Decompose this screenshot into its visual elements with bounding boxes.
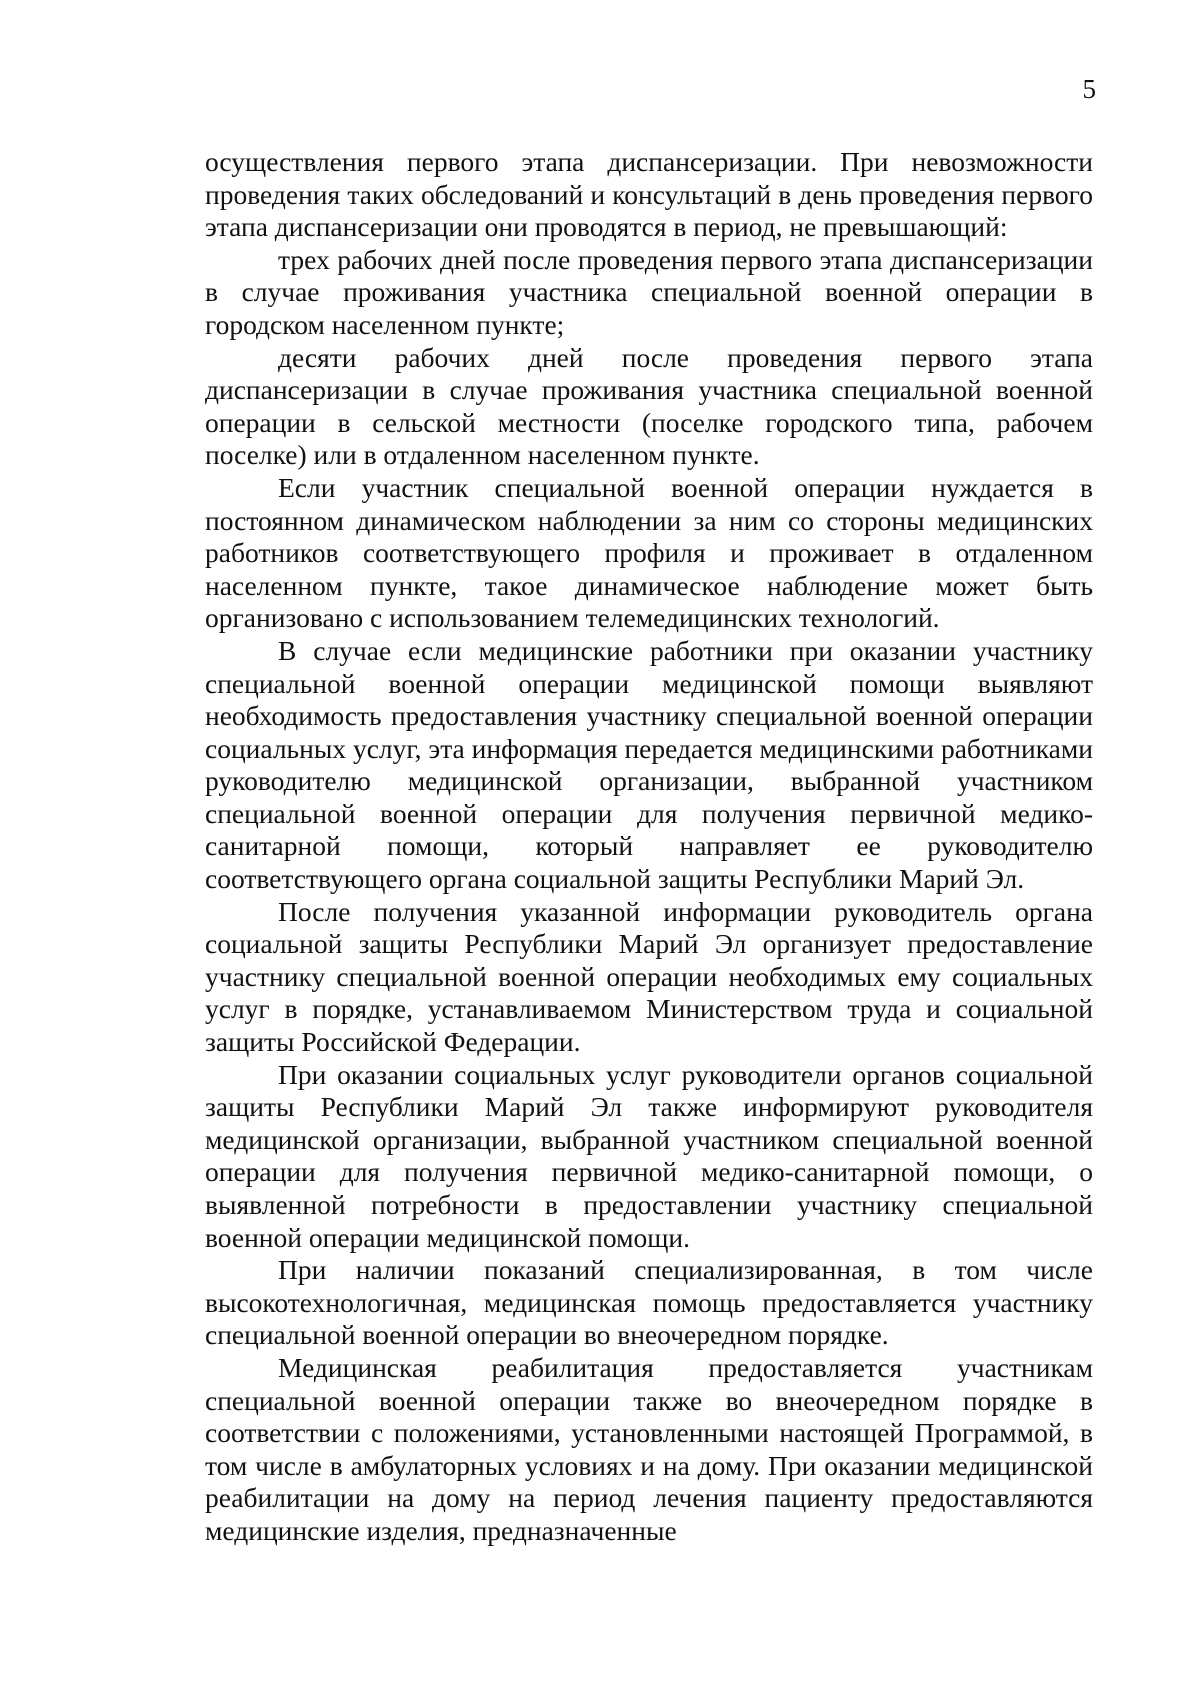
paragraph-1: осуществления первого этапа диспансеризации. При невозможности проведения таких обследований и консультаций в день проведения первого этапа диспансеризации они проводятся в период, не превышающий: [205,146,1093,243]
paragraph-7: При оказании социальных услуг руководители органов социальной защиты Республики Марий Эл также информируют руководителя медицинской организации, выбранной участником специальной военной операции для получения первичной медико-санитарной помощи, о выявленной потребности в предоставлении участнику специальной военной операции медицинской помощи. [205,1058,1093,1253]
paragraph-6: После получения указанной информации руководитель органа социальной защиты Республики Марий Эл организует предоставление участнику специальной военной операции необходимых ему социальных услуг в порядке, устанавливаемом Министерством труда и социальной защиты Российской Федерации. [205,895,1093,1058]
paragraph-5: В случае если медицинские работники при оказании участнику специальной военной операции медицинской помощи выявляют необходимость предоставления участнику специальной военной операции социальных услуг, эта информация передается медицинскими работниками руководителю медицинской организации, выбранной участником специальной военной операции для получения первичной медико-санитарной помощи, который направляет ее руководителю соответствующего органа социальной защиты Республики Марий Эл. [205,634,1093,895]
paragraph-2: трех рабочих дней после проведения первого этапа диспансеризации в случае проживания участника специальной военной операции в городском населенном пункте; [205,243,1093,340]
document-body [205,146,1093,1548]
paragraph-3: десяти рабочих дней после проведения первого этапа диспансеризации в случае проживания участника специальной военной операции в сельской местности (поселке городского типа, рабочем поселке) или в отдаленном населенном пункте. [205,341,1093,471]
paragraph-4: Если участник специальной военной операции нуждается в постоянном динамическом наблюдении за ним со стороны медицинских работников соответствующего профиля и проживает в отдаленном населенном пункте, такое динамическое наблюдение может быть организовано с использованием телемедицинских технологий. [205,471,1093,634]
paragraph-9: Медицинская реабилитация предоставляется участникам специальной военной операции также во внеочередном порядке в соответствии с положениями, установленными настоящей Программой, в том числе в амбулаторных условиях и на дому. При оказании медицинской реабилитации на дому на период лечения пациенту предоставляются медицинские изделия, предназначенные [205,1351,1093,1546]
page-number: 5 [1082,74,1096,104]
paragraph-8: При наличии показаний специализированная, в том числе высокотехнологичная, медицинская помощь предоставляется участнику специальной военной операции во внеочередном порядке. [205,1254,1093,1351]
